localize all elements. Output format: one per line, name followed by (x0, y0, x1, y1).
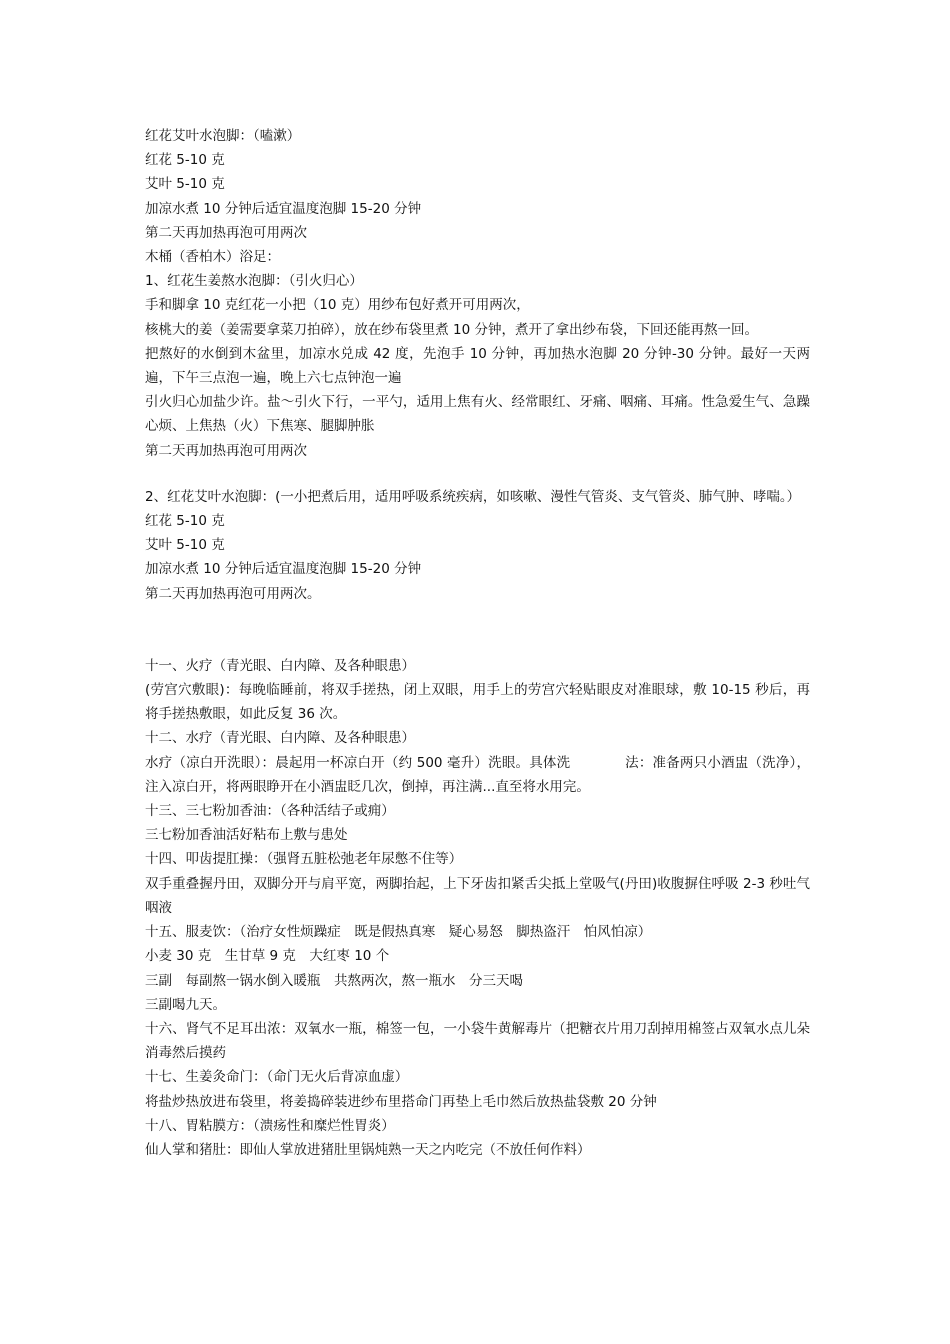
section-heading: 十一、火疗（青光眼、白内障、及各种眼患） (145, 657, 415, 674)
text-line: 红花 5-10 克 (145, 513, 225, 530)
section-heading: 十二、水疗（青光眼、白内障、及各种眼患） (145, 730, 415, 747)
text-line: 红花艾叶水泡脚：（嗑漱） (145, 128, 301, 144)
section-heading: 十五、服麦饮：（治疗女性烦躁症 既是假热真寒 疑心易怒 脚热盗汗 怕风怕凉） (145, 924, 652, 941)
section-heading: 十七、生姜灸命门：（命门无火后背凉血虚） (145, 1069, 409, 1086)
text-paragraph: (劳宫穴敷眼)：每晚临睡前，将双手搓热，闭上双眼，用手上的劳宫穴轻贴眼皮对准眼球，敷 10-15 秒后，再将手搓热敷眼，如此反复 36 次。 (145, 682, 810, 723)
text-line: 将盐炒热放进布袋里，将姜捣碎装进纱布里搭命门再垫上毛巾然后放热盐袋敷 20 分钟 (145, 1093, 657, 1110)
spacer (145, 606, 810, 654)
text-line: 木桶（香柏木）浴足： (145, 249, 280, 266)
text-paragraph: 把熬好的水倒到木盆里，加凉水兑成 42 度，先泡手 10 分钟，再加热水泡脚 20 分钟-30 分钟。最好一天两遍，下午三点泡一遍，晚上六七点钟泡一遍 (145, 345, 810, 387)
text-line: 仙人掌和猪肚：即仙人掌放进猪肚里锅炖熟一天之内吃完（不放任何作料） (145, 1141, 591, 1158)
section-heading: 十八、胃粘膜方：（溃疡性和糜烂性胃炎） (145, 1117, 395, 1134)
text-line: 三副喝九天。 (145, 996, 226, 1013)
spacer (145, 463, 810, 485)
text-line: 1、红花生姜熬水泡脚：（引火归心） (145, 273, 363, 290)
text-line: 三七粉加香油活好粘布上敷与患处 (145, 827, 348, 844)
text-line: 艾叶 5-10 克 (145, 176, 225, 193)
text-line: 三副 每副熬一锅水倒入暖瓶 共熬两次，熬一瓶水 分三天喝 (145, 972, 523, 989)
text-paragraph: 十六、肾气不足耳出浓：双氧水一瓶，棉签一包，一小袋牛黄解毒片（把糖衣片用刀刮掉用棉签占双氧水点儿朵消毒然后摸药 (145, 1020, 810, 1062)
section-heading: 十四、叩齿提肛操：（强肾五脏松弛老年尿憋不住等） (145, 851, 463, 868)
text-line: 加凉水煮 10 分钟后适宜温度泡脚 15-20 分钟 (145, 200, 422, 217)
text-line: 艾叶 5-10 克 (145, 537, 225, 554)
text-line: 小麦 30 克 生甘草 9 克 大红枣 10 个 (145, 948, 390, 965)
text-line: 红花 5-10 克 (145, 152, 225, 169)
text-paragraph: 水疗（凉白开洗眼）：晨起用一杯凉白开（约 500 毫升）洗眼。具体洗 法：准备两只小酒盅（洗净），注入凉白开，将两眼睁开在小酒盅眨几次，倒掉，再注满...直至将水用完。 (145, 754, 810, 795)
text-line: 加凉水煮 10 分钟后适宜温度泡脚 15-20 分钟 (145, 561, 422, 578)
text-paragraph: 引火归心加盐少许。盐～引火下行，一平勺，适用上焦有火、经常眼红、牙痛、咽痛、耳痛。性急爱生气、急躁心烦、上焦热（火）下焦寒、腿脚肿胀 (145, 394, 810, 435)
text-line: 核桃大的姜（姜需要拿菜刀拍碎），放在纱布袋里煮 10 分钟，煮开了拿出纱布袋，下回还能再熬一回。 (145, 321, 759, 338)
document-body (145, 124, 810, 1162)
text-line: 第二天再加热再泡可用两次 (145, 224, 307, 241)
section-heading: 2、红花艾叶水泡脚：(一小把煮后用，适用呼吸系统疾病，如咳嗽、漫性气管炎、支气管炎、肺气肿、哮喘。） (145, 488, 801, 505)
text-line: 手和脚拿 10 克红花一小把（10 克）用纱布包好煮开可用两次， (145, 297, 530, 314)
text-line: 第二天再加热再泡可用两次。 (145, 585, 321, 602)
text-paragraph: 双手重叠握丹田，双脚分开与肩平宽，两脚抬起，上下牙齿扣紧舌尖抵上堂吸气(丹田)收腹摒住呼吸 2-3 秒吐气咽液 (145, 875, 810, 916)
text-line: 第二天再加热再泡可用两次 (145, 442, 307, 459)
section-heading: 十三、三七粉加香油：（各种活结子或痈） (145, 803, 395, 820)
